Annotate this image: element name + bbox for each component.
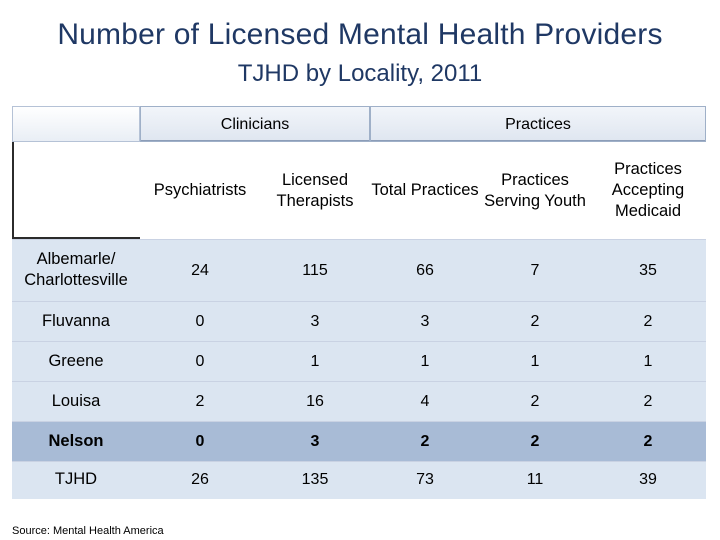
table-cell: 2	[420, 432, 430, 450]
table-cell: 1	[530, 352, 540, 370]
column-group-header: Practices	[370, 106, 706, 142]
table-cell: 2	[643, 312, 653, 330]
table-cell: 2	[643, 432, 653, 450]
table-cell: 2	[643, 392, 653, 410]
table-cell: 2	[530, 392, 540, 410]
table-cell: 3	[420, 312, 430, 330]
table-cell: 3	[310, 432, 320, 450]
table-cell: 2	[530, 312, 540, 330]
row-label: Nelson	[48, 431, 104, 450]
row-label: Albemarle/ Charlottesville	[24, 250, 128, 289]
column-header: Total Practices	[371, 181, 479, 199]
row-label: TJHD	[54, 470, 98, 488]
table-cell: 1	[643, 352, 653, 370]
table-cell: 0	[195, 352, 205, 370]
table-cell: 0	[195, 312, 205, 330]
table-cell: 1	[310, 352, 320, 370]
table-cell: 7	[530, 261, 540, 279]
table-cell: 4	[420, 392, 430, 410]
column-header: Psychiatrists	[153, 181, 247, 199]
row-label: Fluvanna	[42, 311, 110, 330]
table-cell: 16	[306, 392, 324, 410]
table-cell: 2	[195, 392, 205, 410]
column-header: Practices Accepting Medicaid	[611, 160, 685, 220]
table-cell: 1	[420, 352, 430, 370]
table-cell: 73	[416, 471, 434, 488]
column-header: Practices Serving Youth	[484, 170, 586, 210]
column-group-header: Clinicians	[140, 106, 370, 142]
table-cell: 24	[191, 261, 209, 279]
table-cell: 3	[310, 312, 320, 330]
table-cell: 35	[639, 261, 657, 279]
table-cell: 66	[416, 261, 434, 279]
table-cell: 115	[302, 261, 328, 279]
row-label: Greene	[48, 351, 104, 370]
table-cell: 39	[639, 471, 657, 488]
chart-subtitle: TJHD by Locality, 2011	[237, 60, 483, 87]
table-cell: 135	[301, 471, 329, 488]
chart-title: Number of Licensed Mental Health Providers	[57, 18, 663, 51]
table-cell: 2	[530, 432, 540, 450]
table-cell: 11	[526, 471, 544, 488]
provider-table	[12, 106, 706, 498]
row-label: Louisa	[51, 391, 101, 410]
table-corner-top	[12, 106, 140, 142]
column-header: Licensed Therapists	[276, 170, 354, 210]
source-note: Source: Mental Health America	[12, 525, 164, 537]
table-cell: 0	[195, 432, 205, 450]
table-cell: 26	[191, 471, 209, 488]
